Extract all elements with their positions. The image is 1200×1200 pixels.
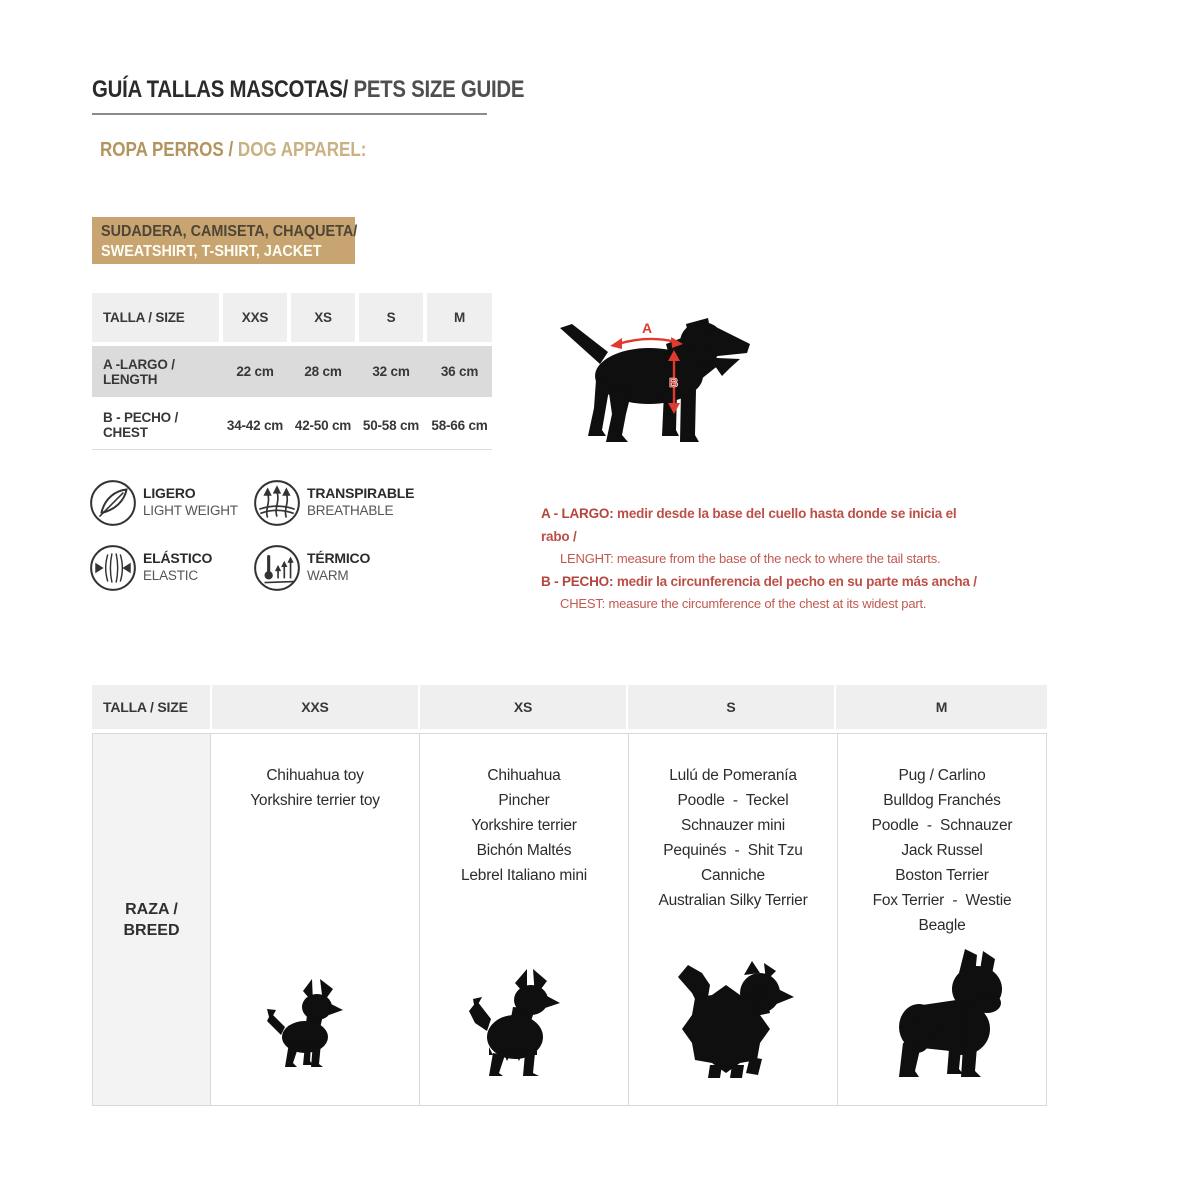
breed-item: Poodle - Teckel <box>677 792 789 809</box>
breed-list-s <box>629 734 837 913</box>
breed-cell-xxs <box>211 734 420 1105</box>
breed-item: Jack Russel <box>901 842 983 859</box>
size-table-header-xxs: XXS <box>223 293 287 342</box>
size-table-bottom-rule <box>92 449 492 450</box>
note-chest-es <box>541 571 981 594</box>
breed-item: Pequinés - Shit Tzu <box>663 842 803 859</box>
breed-table-header-s: S <box>628 685 834 729</box>
length-value-xs: 28 cm <box>304 364 342 379</box>
labrador-silhouette-icon <box>552 304 752 449</box>
breed-item: Chihuahua toy <box>266 767 364 784</box>
size-table-header-label: TALLA / SIZE <box>92 293 219 342</box>
size-table-header-xs: XS <box>291 293 355 342</box>
note-chest-en <box>560 593 981 616</box>
category-banner <box>92 217 358 264</box>
chest-value-m: 58-66 cm <box>431 417 488 433</box>
feature-lightweight <box>143 485 238 519</box>
arrow-label-b: B <box>669 375 679 390</box>
feature-elastic <box>143 550 212 584</box>
page-subtitle <box>100 139 413 162</box>
page-title-en: PETS SIZE GUIDE <box>348 76 525 103</box>
note-length-text-en: measure from the base of the neck to where the tail starts. <box>613 551 941 566</box>
note-length-label-en: LENGHT: <box>560 551 614 566</box>
size-table-header-s: S <box>359 293 423 342</box>
breed-row-label <box>93 734 211 1105</box>
breed-cell-m <box>838 734 1046 1105</box>
length-value-xxs: 22 cm <box>236 364 274 379</box>
chest-value-xxs: 34-42 cm <box>226 417 284 433</box>
breed-item: Canniche <box>701 867 765 884</box>
breed-item: Chihuahua <box>487 767 561 784</box>
feather-icon <box>88 478 138 528</box>
breed-table-header-label: TALLA / SIZE <box>92 685 210 729</box>
feature-elastic-en: ELASTIC <box>143 568 198 583</box>
breed-item: Pincher <box>498 792 550 809</box>
note-chest-text-es: medir la circunferencia del pecho en su parte más ancha / <box>613 573 977 589</box>
chest-value-s: 50-58 cm <box>362 417 420 433</box>
feature-lightweight-es: LIGERO <box>143 485 196 501</box>
breed-table-header-xxs: XXS <box>212 685 418 729</box>
pomeranian-silhouette-icon <box>629 957 837 1079</box>
feature-elastic-es: ELÁSTICO <box>143 550 213 566</box>
measure-notes <box>541 503 981 616</box>
note-length-text-es: medir desde la base del cuello hasta donde se inicia el rabo / <box>541 506 957 544</box>
breed-list-xxs <box>211 734 419 813</box>
size-table-header-m: M <box>427 293 492 342</box>
breed-table-header-m: M <box>836 685 1047 729</box>
size-table-row-chest-label: B - PECHO / CHEST <box>103 410 179 440</box>
category-banner-en: SWEATSHIRT, T-SHIRT, JACKET <box>101 243 322 260</box>
breed-row-label-line1: RAZA / <box>125 901 178 918</box>
note-chest-label-en: CHEST: <box>560 596 606 611</box>
breed-cell-s <box>629 734 838 1105</box>
note-chest-text-en: measure the circumference of the chest at its widest part. <box>605 596 927 611</box>
french-bulldog-silhouette-icon <box>838 947 1046 1081</box>
note-chest-label-es: B - PECHO: <box>541 573 614 589</box>
feature-warm-es: TÉRMICO <box>307 550 371 566</box>
category-banner-es: SUDADERA, CAMISETA, CHAQUETA/ <box>101 223 358 240</box>
page-title <box>92 76 525 115</box>
page-subtitle-en: DOG APPAREL: <box>237 139 367 161</box>
breed-item: Yorkshire terrier toy <box>250 792 380 809</box>
breed-item: Schnauzer mini <box>680 817 786 834</box>
thermal-icon <box>252 543 302 593</box>
breed-row-label-line2: BREED <box>123 922 180 939</box>
arrow-label-a: A <box>642 320 653 336</box>
note-length-en <box>560 548 981 571</box>
longhair-chihuahua-silhouette-icon <box>420 967 628 1077</box>
breed-cell-xs <box>420 734 629 1105</box>
note-length-label-es: A - LARGO: <box>541 506 614 521</box>
breed-list-xs <box>420 734 628 888</box>
breed-item: Boston Terrier <box>895 867 989 884</box>
feature-breathable <box>307 485 414 519</box>
measuring-diagram <box>552 304 752 449</box>
note-length-es <box>541 503 981 548</box>
breed-table-header-xs: XS <box>420 685 626 729</box>
length-value-m: 36 cm <box>440 364 479 379</box>
size-table-row-length-label: A -LARGO / LENGTH <box>103 356 175 387</box>
breed-item: Lebrel Italiano mini <box>460 867 588 884</box>
breed-item: Yorkshire terrier <box>471 817 577 834</box>
page-title-es: GUÍA TALLAS MASCOTAS/ <box>92 76 349 103</box>
page-subtitle-es: ROPA PERROS / <box>100 139 238 161</box>
feature-breathable-en: BREATHABLE <box>307 503 394 518</box>
breed-item: Australian Silky Terrier <box>658 892 808 909</box>
elastic-icon <box>88 543 138 593</box>
breed-item: Poodle - Schnauzer <box>871 817 1013 834</box>
breed-list-m <box>838 734 1046 938</box>
feature-lightweight-en: LIGHT WEIGHT <box>143 503 238 518</box>
feature-breathable-es: TRANSPIRABLE <box>307 485 415 501</box>
breed-item: Fox Terrier - Westie <box>872 892 1012 909</box>
feature-warm-en: WARM <box>307 568 349 583</box>
length-value-s: 32 cm <box>372 364 410 379</box>
breed-table-body <box>92 733 1047 1106</box>
chest-value-xs: 42-50 cm <box>294 417 352 433</box>
breed-item: Pug / Carlino <box>898 767 986 784</box>
feature-warm <box>307 550 370 584</box>
breed-item: Bulldog Franchés <box>883 792 1001 809</box>
breed-item: Lulú de Pomeranía <box>669 767 797 784</box>
breed-item: Beagle <box>918 917 966 934</box>
breathable-icon <box>252 478 302 528</box>
breed-item: Bichón Maltés <box>476 842 572 859</box>
chihuahua-silhouette-icon <box>211 979 419 1071</box>
